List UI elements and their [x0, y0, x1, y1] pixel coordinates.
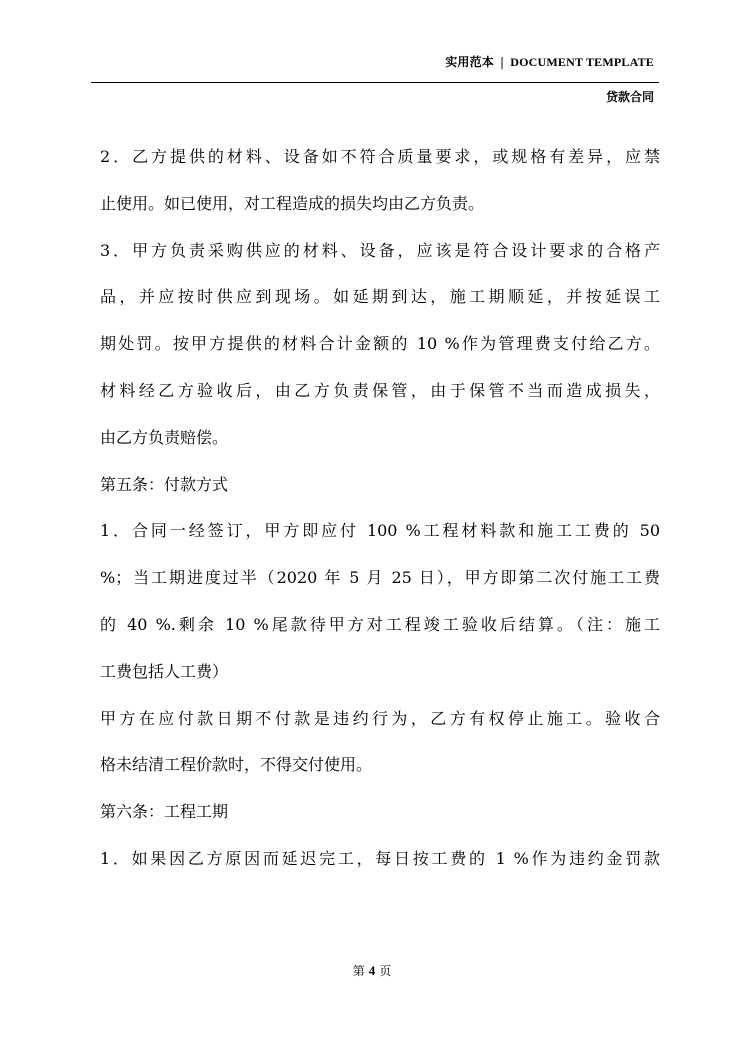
header-template-label: DOCUMENT TEMPLATE — [510, 55, 654, 69]
body-line: 2．乙方提供的材料、设备如不符合质量要求，或规格有差异，应禁 — [100, 147, 660, 166]
footer-prefix: 第 — [352, 964, 365, 978]
body-line: 1．合同一经签订，甲方即应付 100 %工程材料款和施工工费的 50 — [100, 521, 660, 541]
footer-suffix: 页 — [379, 964, 392, 978]
header-separator: | — [500, 55, 505, 69]
body-line: 3．甲方负责采购供应的材料、设备，应该是符合设计要求的合格产 — [100, 240, 660, 260]
body-line: 由乙方负责赔偿。 — [100, 427, 229, 447]
page-footer — [0, 962, 744, 979]
page-number: 4 — [368, 963, 376, 978]
body-line: %；当工期进度过半（2020 年 5 月 25 日），甲方即第二次付施工工费 — [100, 568, 660, 588]
body-line: 止使用。如已使用，对工程造成的损失均由乙方负责。 — [100, 193, 485, 213]
body-line: 的 40 %.剩余 10 %尾款待甲方对工程竣工验收后结算。（注：施工 — [100, 614, 660, 634]
document-body — [100, 140, 660, 889]
section-heading: 第六条：工程工期 — [100, 802, 229, 822]
section-heading: 第五条：付款方式 — [100, 474, 229, 494]
header-brand: 实用范本 — [445, 55, 494, 69]
body-line: 品，并应按时供应到现场。如延期到达，施工期顺延，并按延误工 — [100, 287, 660, 307]
document-header — [445, 53, 654, 70]
header-doc-type: 贷款合同 — [605, 90, 654, 104]
body-line: 工费包括人工费） — [100, 661, 229, 681]
body-line: 甲方在应付款日期不付款是违约行为，乙方有权停止施工。验收合 — [100, 708, 660, 728]
body-line: 期处罚。按甲方提供的材料合计金额的 10 %作为管理费支付给乙方。 — [100, 334, 660, 354]
header-divider — [91, 82, 659, 83]
body-line: 1．如果因乙方原因而延迟完工，每日按工费的 1 %作为违约金罚款 — [100, 848, 660, 868]
body-line: 材料经乙方验收后，由乙方负责保管，由于保管不当而造成损失， — [100, 380, 660, 400]
body-line: 格未结清工程价款时，不得交付使用。 — [100, 755, 373, 775]
